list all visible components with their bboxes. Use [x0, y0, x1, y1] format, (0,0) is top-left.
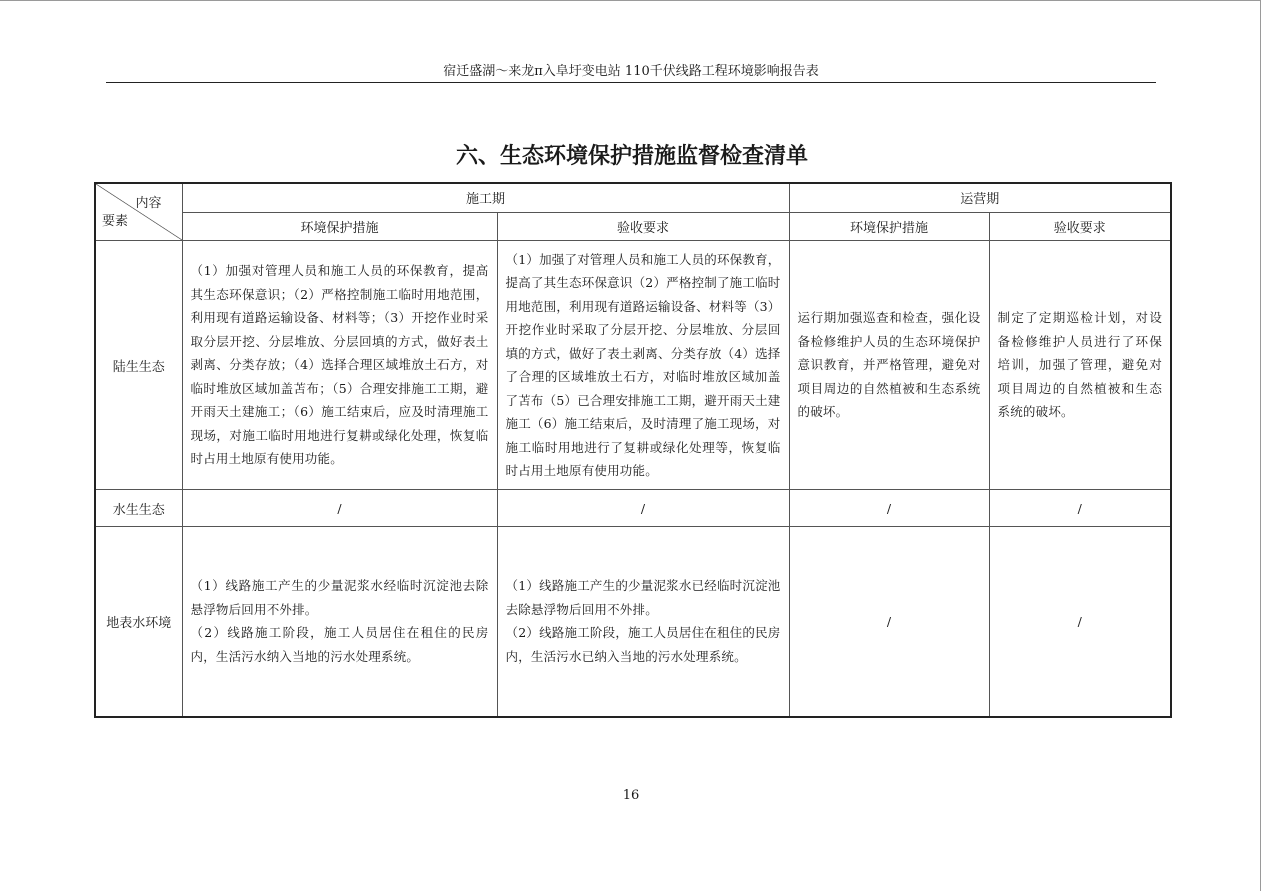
- acceptance-item: （1）线路施工产生的少量泥浆水已经临时沉淀池去除悬浮物后回用不外排。: [505, 578, 781, 617]
- page-number: 16: [622, 788, 640, 803]
- corner-diagonal-cell: [95, 183, 182, 241]
- phase-operation-header: 运营期: [789, 183, 1171, 212]
- table-row: [95, 490, 1171, 527]
- cell-construction-acceptance: /: [497, 490, 789, 527]
- cell-operation-measures: 运行期加强巡查和检查，强化设备检修维护人员的生态环境保护意识教育，并严格管理，避免对项目周边的自然植被和生态系统的破坏。: [789, 241, 989, 490]
- table-row: [95, 527, 1171, 717]
- cell-operation-measures: /: [789, 527, 989, 717]
- corner-label-content: 内容: [135, 196, 162, 211]
- col-operation-measures: 环境保护措施: [789, 212, 989, 241]
- corner-label-element: 要素: [102, 214, 129, 229]
- cell-construction-measures: /: [182, 490, 497, 527]
- measure-item: （2）线路施工阶段，施工人员居住在租住的民房内，生活污水纳入当地的污水处理系统。: [190, 625, 489, 664]
- acceptance-item: （2）线路施工阶段，施工人员居住在租住的民房内，生活污水已纳入当地的污水处理系统。: [505, 625, 781, 664]
- cell-construction-measures: [182, 527, 497, 717]
- phase-construction-header: 施工期: [182, 183, 789, 212]
- row-label-aquatic-ecology: 水生生态: [95, 490, 182, 527]
- section-title: 六、生态环境保护措施监督检查清单: [455, 144, 808, 169]
- table-subheader-row: [95, 212, 1171, 241]
- cell-construction-measures: （1）加强对管理人员和施工人员的环保教育，提高其生态环保意识；（2）严格控制施工临时用地范围，利用现有道路运输设备、材料等；（3）开挖作业时采取分层开挖、分层堆放、分层回填的方式，做好表土剥离、分类存放；（4）选择合理区域堆放土石方，对临时堆放区域加盖苫布；（5）合理安排施工工期，避开雨天土建施工；（6）施工结束后，应及时清理施工现场，对施工临时用地进行复耕或绿化处理，恢复临时占用土地原有使用功能。: [182, 241, 497, 490]
- header-rule: [106, 82, 1156, 83]
- cell-construction-acceptance: （1）加强了对管理人员和施工人员的环保教育，提高了其生态环保意识（2）严格控制了施工临时用地范围，利用现有道路运输设备、材料等（3）开挖作业时采取了分层开挖、分层堆放、分层回填的方式，做好了表土剥离、分类存放（4）选择了合理的区域堆放土石方，对临时堆放区域加盖了苫布（5）已合理安排施工工期，避开雨天土建施工（6）施工结束后，及时清理了施工现场，对施工临时用地进行了复耕或绿化处理等，恢复临时占用土地原有使用功能。: [497, 241, 789, 490]
- cell-operation-acceptance: /: [989, 490, 1171, 527]
- measure-item: （1）线路施工产生的少量泥浆水经临时沉淀池去除悬浮物后回用不外排。: [190, 578, 489, 617]
- row-label-surface-water: 地表水环境: [95, 527, 182, 717]
- cell-operation-measures: /: [789, 490, 989, 527]
- col-operation-acceptance: 验收要求: [989, 212, 1171, 241]
- table-row: [95, 241, 1171, 490]
- cell-construction-acceptance: [497, 527, 789, 717]
- supervision-checklist-table: [94, 182, 1172, 718]
- row-label-terrestrial-ecology: 陆生生态: [95, 241, 182, 490]
- col-construction-measures: 环境保护措施: [182, 212, 497, 241]
- running-header: 宿迁盛湖～来龙π入阜圩变电站 110千伏线路工程环境影响报告表: [443, 64, 819, 79]
- cell-operation-acceptance: 制定了定期巡检计划，对设备检修维护人员进行了环保培训，加强了管理，避免对项目周边的自然植被和生态系统的破坏。: [989, 241, 1171, 490]
- cell-operation-acceptance: /: [989, 527, 1171, 717]
- table-header-row: [95, 183, 1171, 212]
- col-construction-acceptance: 验收要求: [497, 212, 789, 241]
